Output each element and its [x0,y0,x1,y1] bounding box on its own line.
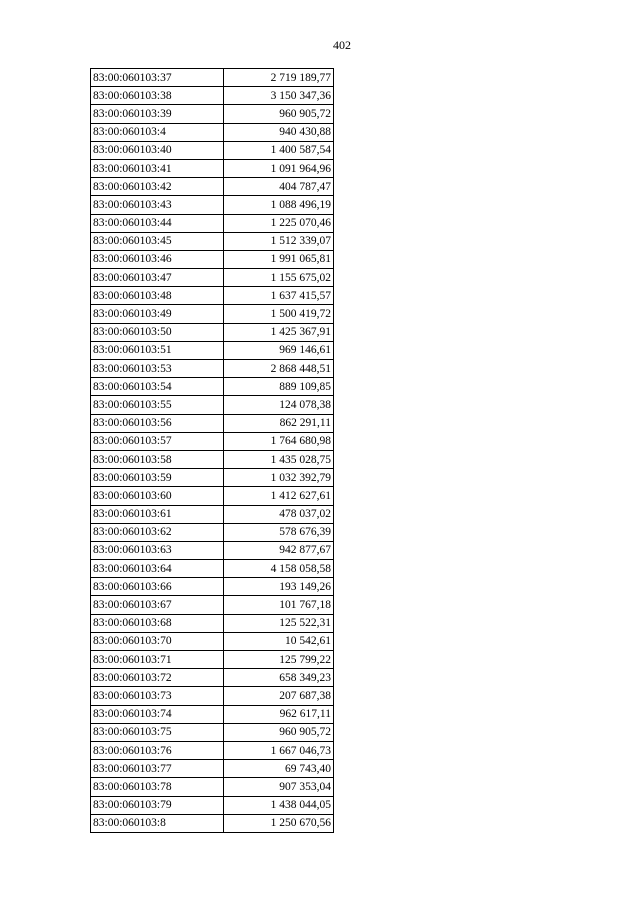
cadastral-value-cell: 193 149,26 [224,578,334,596]
table-row [91,287,334,305]
table-row [91,469,334,487]
table-row [91,705,334,723]
cadastral-value-cell: 1 155 675,02 [224,269,334,287]
cadastral-value-cell: 960 905,72 [224,723,334,741]
table-row [91,214,334,232]
cadastral-value-cell: 478 037,02 [224,505,334,523]
table-row [91,632,334,650]
table-row [91,250,334,268]
cadastral-number-cell: 83:00:060103:67 [91,596,224,614]
cadastral-value-cell: 578 676,39 [224,523,334,541]
cadastral-value-cell: 942 877,67 [224,541,334,559]
table-row [91,378,334,396]
cadastral-number-cell: 83:00:060103:57 [91,432,224,450]
table-row [91,814,334,832]
cadastral-number-cell: 83:00:060103:75 [91,723,224,741]
cadastral-value-cell: 1 435 028,75 [224,450,334,468]
cadastral-value-cell: 1 764 680,98 [224,432,334,450]
table-row [91,723,334,741]
cadastral-value-cell: 940 430,88 [224,123,334,141]
table-row [91,432,334,450]
table-row [91,741,334,759]
table-row [91,778,334,796]
cadastral-number-cell: 83:00:060103:48 [91,287,224,305]
cadastral-number-cell: 83:00:060103:74 [91,705,224,723]
cadastral-value-cell: 1 512 339,07 [224,232,334,250]
table-row [91,87,334,105]
table-row [91,396,334,414]
cadastral-number-cell: 83:00:060103:73 [91,687,224,705]
table-row [91,560,334,578]
cadastral-number-cell: 83:00:060103:56 [91,414,224,432]
table-row [91,687,334,705]
cadastral-value-cell: 10 542,61 [224,632,334,650]
cadastral-number-cell: 83:00:060103:51 [91,341,224,359]
cadastral-number-cell: 83:00:060103:63 [91,541,224,559]
cadastral-value-cell: 1 412 627,61 [224,487,334,505]
cadastral-value-cell: 207 687,38 [224,687,334,705]
table-row [91,141,334,159]
cadastral-number-cell: 83:00:060103:60 [91,487,224,505]
cadastral-value-cell: 4 158 058,58 [224,560,334,578]
cadastral-value-cell: 2 868 448,51 [224,360,334,378]
cadastral-value-cell: 1 091 964,96 [224,159,334,177]
cadastral-value-cell: 125 522,31 [224,614,334,632]
table-row [91,196,334,214]
table-row [91,323,334,341]
table-row [91,123,334,141]
cadastral-number-cell: 83:00:060103:54 [91,378,224,396]
table-row [91,105,334,123]
cadastral-number-cell: 83:00:060103:42 [91,178,224,196]
cadastral-number-cell: 83:00:060103:46 [91,250,224,268]
table-row [91,596,334,614]
table-row [91,414,334,432]
table-row [91,523,334,541]
cadastral-value-cell: 124 078,38 [224,396,334,414]
cadastral-value-cell: 1 438 044,05 [224,796,334,814]
cadastral-value-cell: 1 425 367,91 [224,323,334,341]
cadastral-number-cell: 83:00:060103:66 [91,578,224,596]
cadastral-number-cell: 83:00:060103:58 [91,450,224,468]
cadastral-number-cell: 83:00:060103:78 [91,778,224,796]
table-row [91,341,334,359]
cadastral-number-cell: 83:00:060103:41 [91,159,224,177]
cadastral-value-cell: 1 032 392,79 [224,469,334,487]
cadastral-value-cell: 1 088 496,19 [224,196,334,214]
cadastral-number-cell: 83:00:060103:77 [91,760,224,778]
cadastral-number-cell: 83:00:060103:37 [91,69,224,87]
cadastral-value-cell: 404 787,47 [224,178,334,196]
table-row [91,360,334,378]
cadastral-value-cell: 1 637 415,57 [224,287,334,305]
cadastral-number-cell: 83:00:060103:72 [91,669,224,687]
cadastral-number-cell: 83:00:060103:68 [91,614,224,632]
cadastral-value-cell: 125 799,22 [224,651,334,669]
cadastral-value-cell: 1 500 419,72 [224,305,334,323]
cadastral-number-cell: 83:00:060103:45 [91,232,224,250]
cadastral-value-cell: 101 767,18 [224,596,334,614]
cadastral-value-cell: 1 667 046,73 [224,741,334,759]
cadastral-number-cell: 83:00:060103:61 [91,505,224,523]
table-row [91,578,334,596]
table-row [91,614,334,632]
cadastral-value-cell: 889 109,85 [224,378,334,396]
cadastral-value-cell: 962 617,11 [224,705,334,723]
cadastral-number-cell: 83:00:060103:38 [91,87,224,105]
table-row [91,69,334,87]
cadastral-number-cell: 83:00:060103:79 [91,796,224,814]
cadastral-number-cell: 83:00:060103:4 [91,123,224,141]
cadastral-number-cell: 83:00:060103:40 [91,141,224,159]
table-row [91,760,334,778]
cadastral-number-cell: 83:00:060103:8 [91,814,224,832]
cadastral-value-cell: 1 250 670,56 [224,814,334,832]
cadastral-number-cell: 83:00:060103:44 [91,214,224,232]
cadastral-value-cell: 907 353,04 [224,778,334,796]
cadastral-value-cell: 1 400 587,54 [224,141,334,159]
table-row [91,669,334,687]
table-body [91,69,334,833]
cadastral-value-cell: 2 719 189,77 [224,69,334,87]
cadastral-number-cell: 83:00:060103:62 [91,523,224,541]
table-row [91,159,334,177]
cadastral-number-cell: 83:00:060103:59 [91,469,224,487]
table-row [91,269,334,287]
cadastral-number-cell: 83:00:060103:64 [91,560,224,578]
cadastral-value-cell: 3 150 347,36 [224,87,334,105]
cadastral-value-cell: 960 905,72 [224,105,334,123]
table-row [91,541,334,559]
page-number: 402 [333,38,351,52]
cadastral-value-cell: 862 291,11 [224,414,334,432]
cadastral-number-cell: 83:00:060103:39 [91,105,224,123]
cadastral-value-cell: 1 991 065,81 [224,250,334,268]
cadastral-value-table [90,68,334,833]
cadastral-number-cell: 83:00:060103:43 [91,196,224,214]
cadastral-number-cell: 83:00:060103:71 [91,651,224,669]
table-row [91,796,334,814]
cadastral-value-cell: 969 146,61 [224,341,334,359]
cadastral-number-cell: 83:00:060103:70 [91,632,224,650]
cadastral-value-cell: 658 349,23 [224,669,334,687]
cadastral-number-cell: 83:00:060103:47 [91,269,224,287]
table-row [91,305,334,323]
table-row [91,450,334,468]
table-row [91,505,334,523]
cadastral-value-cell: 1 225 070,46 [224,214,334,232]
cadastral-number-cell: 83:00:060103:50 [91,323,224,341]
table-row [91,651,334,669]
cadastral-number-cell: 83:00:060103:55 [91,396,224,414]
cadastral-value-cell: 69 743,40 [224,760,334,778]
cadastral-number-cell: 83:00:060103:49 [91,305,224,323]
cadastral-number-cell: 83:00:060103:53 [91,360,224,378]
table-row [91,232,334,250]
table-row [91,178,334,196]
table-row [91,487,334,505]
cadastral-number-cell: 83:00:060103:76 [91,741,224,759]
